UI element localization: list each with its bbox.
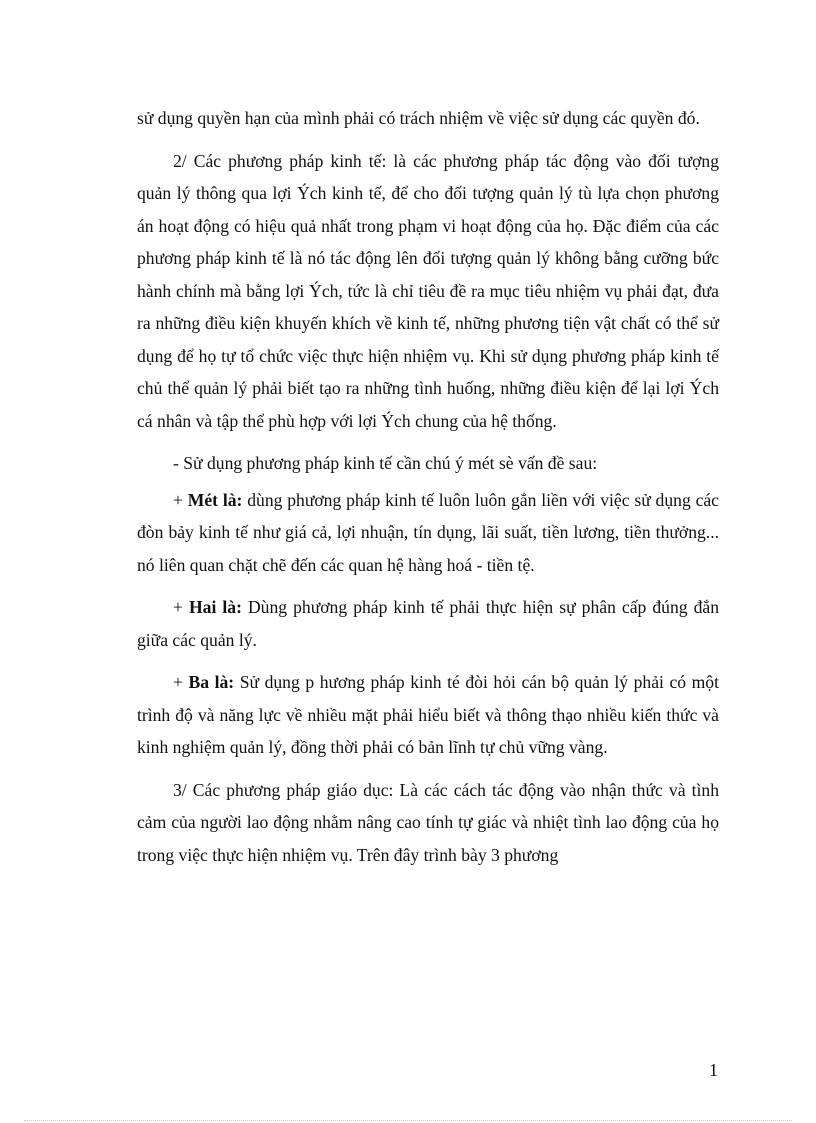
paragraph-economic-method-notes: - Sử dụng phương pháp kinh tế cần chú ý mét sè vấn đề sau: bbox=[173, 453, 598, 473]
point-three-label: Ba là: bbox=[188, 672, 235, 692]
page-bottom-divider bbox=[24, 1120, 792, 1121]
point-one-prefix: + bbox=[173, 489, 188, 510]
paragraph-education-methods: 3/ Các phương pháp giáo dục: Là các cách tác động vào nhận thức và tình cảm của người lao động nhằm nâng cao tính tự giác và nhiệt tình lao động của họ trong việc thực hiện nhiệm vụ. Trên đây trình bày 3 phương bbox=[137, 779, 719, 865]
paragraph-continued-responsibility: sử dụng quyền hạn của mình phải có trách nhiệm về việc sử dụng các quyền đó. bbox=[137, 108, 700, 128]
point-two-prefix: + bbox=[173, 597, 189, 617]
point-two-label: Hai là: bbox=[188, 597, 242, 617]
paragraph-economic-methods: 2/ Các phương pháp kinh tế: là các phương pháp tác động vào đối tượng quản lý thông qua lợi Ých kinh tế, để cho đối tượng quản lý tù lựa chọn phương án hoạt động có hiệu quả nhất trong phạm vi hoạt động của họ. Đặc điểm của các phương pháp kinh tế là nó tác động lên đối tượng quản lý không bằng cưỡng bức hành chính mà bằng lợi Ých, tức là chỉ tiêu đề ra mục tiêu nhiệm vụ phải đạt, đưa ra những điều kiện khuyến khích về kinh tế, những phương tiện vật chất có thể sử dụng để họ tự tổ chức việc thực hiện nhiệm vụ. Khi sử dụng phương pháp kinh tế chủ thể quản lý phải biết tạo ra những tình huống, những điều kiện để lại lợi Ých cá nhân và tập thể phù hợp với lợi Ých chung của hệ thống. bbox=[137, 150, 719, 431]
point-one-label: Mét là: bbox=[187, 489, 243, 510]
point-three-prefix: + bbox=[173, 672, 189, 692]
point-one-text: dùng phương pháp kinh tế luôn luôn gắn liền với việc sử dụng các đòn bảy kinh tế như giá cả, lợi nhuận, tín dụng, lãi suất, tiền lương, tiền thưởng... nó liên quan chặt chẽ đến các quan hệ hàng hoá - tiền tệ. bbox=[137, 489, 719, 575]
point-three-text: Sử dụng p hương pháp kinh té đòi hỏi cán bộ quản lý phải có một trình độ và năng lực về nhiều mặt phải hiểu biết và thông thạo nhiều kiến thức và kinh nghiệm quản lý, đồng thời phải có bản lĩnh tự chủ vững vàng. bbox=[137, 672, 719, 757]
paragraph-point-one bbox=[137, 484, 719, 582]
paragraph-point-two bbox=[137, 591, 719, 656]
page-number: 1 bbox=[709, 1060, 718, 1080]
point-two-text: Dùng phương pháp kinh tế phải thực hiện sự phân cấp đúng đắn giữa các quản lý. bbox=[137, 597, 719, 650]
paragraph-point-three bbox=[137, 666, 719, 764]
document-body bbox=[137, 102, 719, 881]
